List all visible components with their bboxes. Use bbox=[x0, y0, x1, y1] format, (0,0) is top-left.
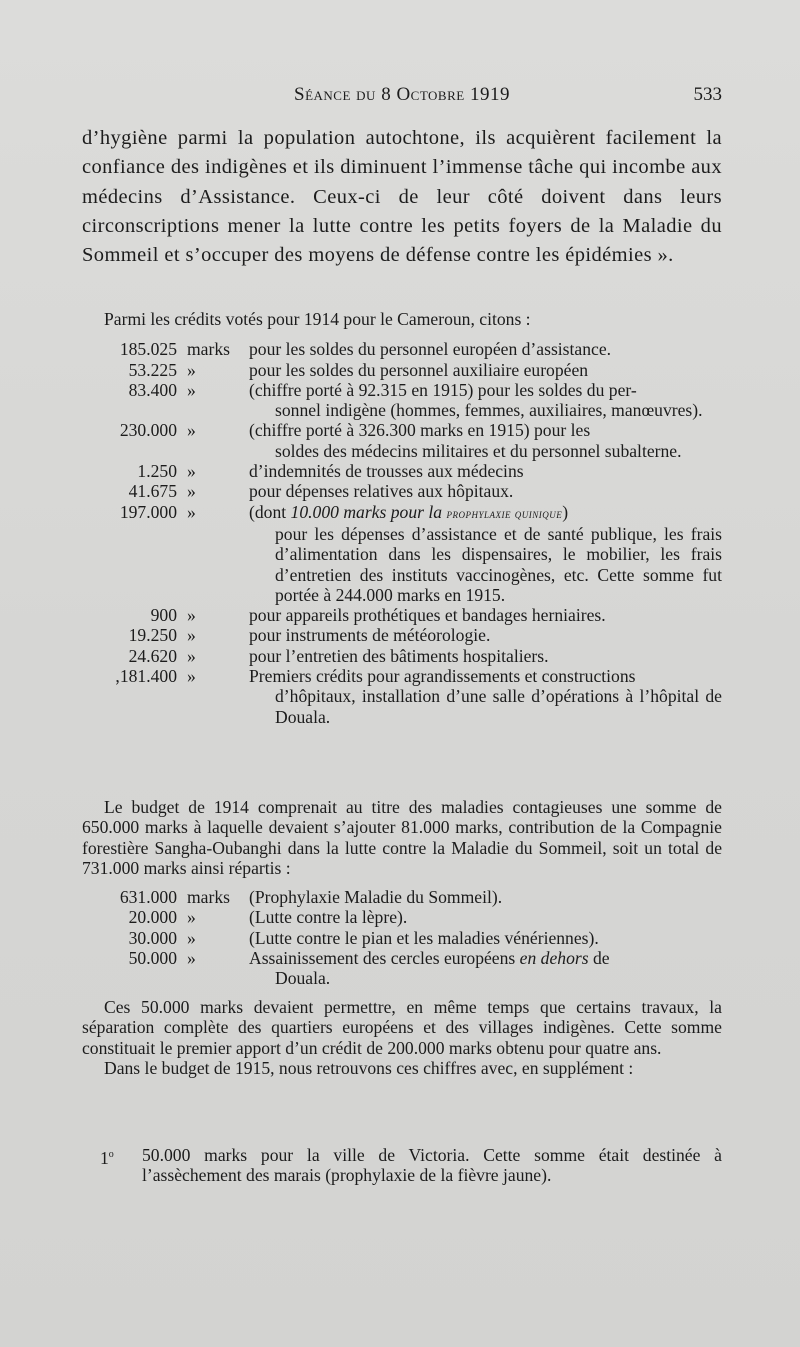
description bbox=[249, 605, 722, 625]
amount: 631.000 bbox=[119, 887, 177, 908]
credit-row bbox=[82, 646, 722, 666]
amount: 19.250 bbox=[128, 625, 177, 646]
credit-row bbox=[82, 481, 722, 501]
credits-intro: Parmi les crédits votés pour 1914 pour le Cameroun, citons : bbox=[104, 309, 531, 329]
description-continuation: soldes des médecins militaires et du personnel subalterne. bbox=[275, 440, 682, 461]
page-header bbox=[82, 84, 722, 110]
credits-list bbox=[82, 339, 722, 727]
description-first-pre: Assainissement des cercles européens bbox=[249, 948, 520, 969]
item-1-text: 50.000 marks pour la ville de Victoria. Cette somme était destinée à l’assèchement des marais (prophylaxie de la fièvre jaune). bbox=[142, 1145, 722, 1186]
description-first-post: de bbox=[588, 948, 610, 969]
description-first-line: (chiffre porté à 326.300 marks en 1915) pour les bbox=[249, 420, 591, 441]
description bbox=[249, 360, 722, 380]
description-first-line: pour instruments de météorologie. bbox=[249, 625, 491, 646]
description bbox=[249, 907, 722, 927]
description-first-line: pour dépenses relatives aux hôpitaux. bbox=[249, 481, 514, 502]
description-first-ital: 10.000 marks pour la bbox=[290, 501, 447, 522]
credit-row bbox=[82, 605, 722, 625]
credit-row bbox=[82, 666, 722, 727]
item-1-number: 1$^o$ bbox=[100, 1147, 114, 1168]
amount: 53.225 bbox=[128, 359, 177, 380]
description bbox=[249, 339, 722, 359]
paragraph-1915: Dans le budget de 1915, nous retrouvons ces chiffres avec, en supplément : bbox=[104, 1057, 634, 1078]
description bbox=[249, 887, 722, 907]
amount: 30.000 bbox=[128, 927, 177, 948]
repartition-row bbox=[82, 928, 722, 948]
paragraph-50000: Ces 50.000 marks devaient permettre, en même temps que certains travaux, la séparation complète des quartiers européens et des villages indigènes. Cette somme constituait le premier apport d’un crédit de 200.000 marks obtenu pour quatre ans. bbox=[82, 997, 722, 1058]
description bbox=[249, 948, 722, 989]
description-first-line: (Lutte contre le pian et les maladies vénériennes). bbox=[249, 927, 599, 948]
repartition-row bbox=[82, 907, 722, 927]
unit: » bbox=[187, 645, 196, 666]
amount: 230.000 bbox=[119, 420, 177, 441]
description-first-post: ) bbox=[562, 501, 569, 522]
running-title: Séance du 8 Octobre 1919 bbox=[294, 84, 510, 105]
unit: » bbox=[187, 948, 196, 969]
description-first-pre: (dont bbox=[249, 501, 291, 522]
description-continuation: sonnel indigène (hommes, femmes, auxiliaires, manœuvres). bbox=[275, 400, 703, 421]
amount: 197.000 bbox=[119, 501, 177, 522]
description-first-line: pour les soldes du personnel européen d’assistance. bbox=[249, 339, 612, 360]
description-first-line: pour les soldes du personnel auxiliaire européen bbox=[249, 359, 589, 380]
unit: » bbox=[187, 420, 196, 441]
credit-row bbox=[82, 380, 722, 421]
amount: 50.000 bbox=[128, 948, 177, 969]
budget-section bbox=[82, 797, 722, 989]
unit: » bbox=[187, 927, 196, 948]
description bbox=[249, 461, 722, 481]
description-continuation: d’hôpitaux, installation d’une salle d’opérations à l’hôpital de Douala. bbox=[275, 686, 722, 727]
unit: marks bbox=[187, 887, 230, 908]
credit-row bbox=[82, 461, 722, 481]
description bbox=[249, 420, 722, 461]
description bbox=[249, 502, 722, 605]
closing-section bbox=[82, 997, 722, 1078]
unit: marks bbox=[187, 339, 230, 360]
budget-paragraph: Le budget de 1914 comprenait au titre des maladies contagieuses une somme de 650.000 marks à laquelle devaient s’ajouter 81.000 marks, contribution de la Compagnie forestière Sangha-Oubanghi dans la lutte contre la Maladie du Sommeil, soit un total de 731.000 marks ainsi répartis : bbox=[82, 797, 722, 878]
repartition-list bbox=[82, 887, 722, 988]
item-1 bbox=[82, 1145, 722, 1186]
description bbox=[249, 928, 722, 948]
unit: » bbox=[187, 907, 196, 928]
unit: » bbox=[187, 461, 196, 482]
description-continuation: Douala. bbox=[275, 968, 331, 989]
repartition-row bbox=[82, 887, 722, 907]
description bbox=[249, 380, 722, 421]
unit: » bbox=[187, 481, 196, 502]
description-first-ital: en dehors bbox=[519, 948, 589, 969]
description-first-line: pour appareils prothétiques et bandages herniaires. bbox=[249, 605, 606, 626]
credit-row bbox=[82, 360, 722, 380]
repartition-row bbox=[82, 948, 722, 989]
amount: ,181.400 bbox=[115, 666, 177, 687]
amount: 24.620 bbox=[128, 645, 177, 666]
description-first-line: (Prophylaxie Maladie du Sommeil). bbox=[249, 887, 503, 908]
unit: » bbox=[187, 501, 196, 522]
unit: » bbox=[187, 666, 196, 687]
amount: 20.000 bbox=[128, 907, 177, 928]
description-first-line: (chiffre porté à 92.315 en 1915) pour les soldes du per- bbox=[249, 379, 637, 400]
credit-row bbox=[82, 502, 722, 605]
unit: » bbox=[187, 379, 196, 400]
description-first-sc: prophylaxie quinique bbox=[446, 505, 563, 521]
description bbox=[249, 666, 722, 727]
credit-row bbox=[82, 339, 722, 359]
description bbox=[249, 481, 722, 501]
amount: 185.025 bbox=[119, 339, 177, 360]
amount: 900 bbox=[150, 605, 177, 626]
credits-section bbox=[82, 309, 722, 727]
description-first-line: pour l’entretien des bâtiments hospitaliers. bbox=[249, 645, 549, 666]
page-number: 533 bbox=[693, 84, 722, 105]
unit: » bbox=[187, 625, 196, 646]
unit: » bbox=[187, 359, 196, 380]
amount: 41.675 bbox=[128, 481, 177, 502]
credit-row bbox=[82, 420, 722, 461]
description-first-line: Premiers crédits pour agrandissements et constructions bbox=[249, 666, 636, 687]
credit-row bbox=[82, 625, 722, 645]
description-continuation: pour les dépenses d’assistance et de santé publique, les frais d’alimentation dans les dispensaires, le mobilier, les frais d’entretien des instituts vaccinogènes, etc. Cette somme fut portée à 244.000 marks en 1915. bbox=[275, 523, 722, 605]
description-first-line: d’indemnités de trousses aux médecins bbox=[249, 461, 524, 482]
amount: 1.250 bbox=[137, 461, 177, 482]
description-first-line: (Lutte contre la lèpre). bbox=[249, 907, 408, 928]
amount: 83.400 bbox=[128, 379, 177, 400]
intro-paragraph: d’hygiène parmi la population autochtone, ils acquièrent facilement la confiance des indigènes et ils diminuent l’immense tâche qui incombe aux médecins d’Assistance. Ceux-ci de leur côté doivent dans leurs circonscriptions mener la lutte contre les petits foyers de la Maladie du Sommeil et s’occuper des moyens de défense contre les épidémies ». bbox=[82, 127, 722, 267]
unit: » bbox=[187, 605, 196, 626]
description bbox=[249, 646, 722, 666]
description bbox=[249, 625, 722, 645]
